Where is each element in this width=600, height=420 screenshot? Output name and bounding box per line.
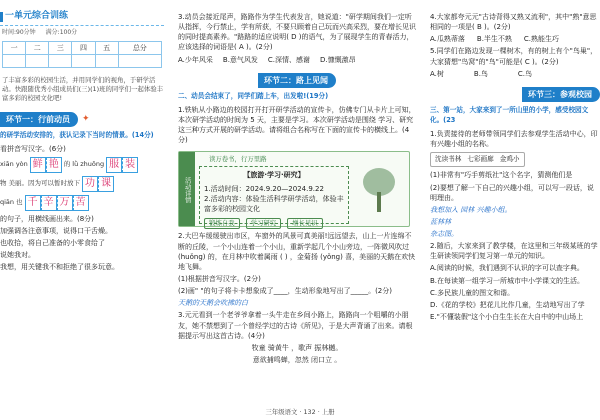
activity-tag: 增长见识	[287, 218, 323, 229]
pinyin-prefix: 物	[0, 179, 7, 188]
column-middle	[174, 0, 420, 420]
question-1: 看拼音写汉字。(6分)	[0, 144, 66, 153]
column-left	[0, 0, 168, 420]
group-name: 金鸡小	[499, 154, 520, 163]
segment-pill: 环节一：行前动员	[0, 112, 78, 128]
poem-line: 意欲捕鸣蝉，忽然 闭口立 。	[252, 355, 342, 364]
char-grid[interactable]	[106, 157, 138, 173]
question-4: 1.铁轨从小路边的校园打开打开研学活动的宣传卡，仿佛专门从卡片上可知，本次研学活动的时间为 5 天，主要是学习。本次研学活动是围绕 学习、研究 这三种方式开展的研学活动。请将组合名称写在下面的宣传卡的横线上。(4分)	[178, 105, 416, 145]
char-cell: 服	[106, 157, 122, 173]
activity-tags	[204, 218, 344, 229]
question-10-line: C.多民族儿童的图文和谐。	[430, 288, 515, 297]
activity-tag: 锻炼自我	[204, 218, 240, 229]
time-label: 时间:90分钟	[2, 29, 36, 37]
score-table	[2, 41, 162, 68]
section-subhead: 的研学活动安排的，获认记录下当时的情景。(14分)	[0, 131, 154, 140]
question-9: 1.负责接待的老师带领同学们去参观学生活动中心，印有兴趣小组的名称。	[430, 129, 598, 148]
pinyin: xiān yòn	[0, 160, 28, 169]
question-10-line: B.在每读第一组学习一所城市中小学课文的生活。	[430, 276, 585, 285]
score-cell[interactable]	[26, 54, 49, 67]
question-5: 2.大巴车缓缓驶出市区，车窗外的风景可真美丽!远远望去，山上一片连绵不断的丘陵，一个小山连着一个小山，重新学起几个小山旁边，一阵微风吹过 (huǒng) 的，在月林中吹着属雨 ( ) ，金菊扬 (yǒng) 喜，美丽的天鹅在欢快地飞舞。	[178, 232, 416, 271]
question-2: 的句子，用横线画出来。(8分)	[0, 214, 94, 223]
score-header: 三	[49, 41, 72, 54]
section-head: 二、动员会结束了，同学们踏上车，出发啦!(19分)	[178, 92, 329, 101]
option[interactable]: B.意气风发	[222, 55, 258, 64]
handwritten-answer: 天鹅的天鹅会吹拂的白	[178, 299, 248, 308]
question-3: 3.动员会接近尾声，路路作为学生代表发言，她说道："研学期间我们一定听从指挥，今行禁止，学有所获，不要只顾着自己玩而兴高采烈，要在增长见识的同时提高素养。"路路的适应说明( D )的语气，为了展现学生的青春活力，应该选择的词语是( A )。(2分)	[178, 13, 416, 52]
question-5-sub: (2)画" "的句子将卡卡想象成了____，生动形象地写出了_____。(2分)	[178, 287, 392, 296]
question-10-line: D.《花的学校》把花儿比作几童，生动地写出了学	[430, 300, 585, 309]
segment-title	[178, 73, 416, 89]
activity-card-side: 活动详情	[179, 152, 195, 226]
char-cell: 鲜	[30, 157, 46, 173]
score-header: 总分	[118, 41, 161, 54]
handwritten-answer: 我想加入 园林 兴趣小组。	[430, 205, 512, 214]
char-cell: 课	[98, 176, 114, 192]
handwritten-answer: 蓝林林	[430, 217, 451, 226]
pinyin: lǜ zhuōng	[72, 160, 105, 169]
score-header: 四	[72, 41, 95, 54]
activity-card-line: 2.活动内容：体验生活科学研学活动，体验丰富多彩的校园文化	[204, 194, 344, 213]
score-cell[interactable]	[72, 54, 95, 67]
question-9-sub: (2)要想了解一下自己的兴趣小组，可以写一段话，说明理由。	[430, 183, 594, 202]
score-header: 二	[26, 41, 49, 54]
group-name: 七彩画廊	[467, 154, 494, 163]
activity-card	[178, 151, 410, 227]
char-cell: 功	[82, 176, 98, 192]
poem-line: 牧童 骑黄牛 ，歌声 振林樾。	[251, 343, 343, 352]
question-7: 4.大家都夸元元"古诗背得又熟又流利"，其中"熟"意思相同的一项是( B )。(2分)	[430, 13, 597, 32]
activity-card-line: 1.活动时间：2024.9.20—2024.9.22	[204, 184, 324, 193]
activity-tag: 学习研究	[246, 218, 282, 229]
unit-header	[0, 10, 164, 26]
score-cell[interactable]	[118, 54, 161, 67]
char-cell: 苦	[73, 195, 89, 211]
char-grid[interactable]	[25, 195, 89, 211]
char-cell: 装	[122, 157, 138, 173]
question-10-line: A.阅读的时候，我们遇到不认识的字可以查字典。	[430, 264, 584, 273]
segment-title	[430, 87, 600, 103]
option[interactable]: D.慷慨激昂	[320, 55, 356, 64]
question-2-line: 我想，用关键我不和拒绝了很多玩意。	[0, 263, 119, 272]
option[interactable]: B.鸟	[473, 69, 488, 78]
column-right	[426, 0, 600, 420]
option[interactable]: B.半生不熟	[476, 35, 512, 44]
pinyin-row-2	[0, 176, 164, 192]
question-10-line: E."不懂装假"这个小白生生长在大自中的中山场上	[430, 313, 584, 322]
question-5-sub: (1)根据拼音写汉字。(2分)	[178, 274, 261, 283]
question-6: 3.元元看到一个老爷爷拿着一头牛走在乡间小路上，路路向一个咀嚼的小朋友，她不禁想到了一个曾经学过的古诗《所见》，于是大声背诵了出来。请根据提示写出这首古诗。(4分)	[178, 311, 413, 340]
pinyin-prefix: qiān	[0, 198, 15, 207]
time-score-row	[2, 29, 164, 38]
question-9-sub: (1)非常有"巧手剪纸社"这个名字，猜测他们是	[430, 171, 573, 180]
question-10: 2.随后，大家来到了教学楼，在这里和三年级某班的学生研读领同学们复习第一单元的知识。	[430, 242, 598, 261]
question-2-line: 说她我对。	[0, 251, 35, 260]
option[interactable]: A.瓜熟蒂落	[430, 35, 465, 44]
pinyin-hint: 也	[16, 198, 23, 207]
segment-pill: 环节二：路上见闻	[258, 73, 336, 89]
pinyin-hint: 的	[63, 160, 71, 169]
score-cell[interactable]	[49, 54, 72, 67]
activity-card-body	[199, 166, 349, 227]
score-cell[interactable]	[3, 54, 26, 67]
char-cell: 辛	[41, 195, 57, 211]
score-header-row	[3, 41, 162, 54]
sparkle-icon: ✦	[82, 113, 90, 124]
option[interactable]: A.少年风采	[178, 55, 213, 64]
question-7-options	[430, 34, 600, 44]
activity-card-title: 【旅游·学习·研究】	[243, 171, 305, 180]
unit-title: 一单元综合训练	[5, 11, 69, 21]
segment-title	[0, 112, 164, 128]
section-head: 三、第一站，大家来到了一所山里的小学，感受校园文化。(23	[430, 106, 589, 124]
pinyin-row-1	[0, 157, 164, 173]
group-name-box	[430, 152, 525, 168]
option[interactable]: C.深情、感谢	[267, 55, 311, 64]
page-footer: 三年级语文 · 132 · 上册	[265, 407, 335, 416]
question-8: 5.同学们在路边发现一棵树木，有的树上有个"鸟巢"，大家猜想"鸟窝"的"鸟"可能是( C )。(2分)	[430, 47, 598, 66]
pinyin-hint: 美丽。因为可以暂时放下	[8, 179, 80, 188]
score-header: 一	[3, 41, 26, 54]
option[interactable]: C.鸟	[517, 69, 533, 78]
score-cell[interactable]	[95, 54, 118, 67]
question-8-options	[430, 69, 600, 79]
pinyin-row-3	[0, 195, 164, 211]
option[interactable]: C.熟能生巧	[523, 35, 560, 44]
score-header: 五	[95, 41, 118, 54]
char-cell: 万	[57, 195, 73, 211]
header-bar-icon	[0, 12, 3, 22]
char-cell: 千	[25, 195, 41, 211]
question-3-options	[178, 55, 416, 65]
char-cell: 艳	[46, 157, 62, 173]
char-grid[interactable]	[82, 176, 114, 192]
score-blank-row	[3, 54, 162, 67]
tree-icon	[359, 164, 399, 214]
activity-card-head: 读万卷书，行万里路	[209, 155, 267, 164]
score-label: 满分:100分	[45, 29, 78, 37]
question-2-line: 加强调各注意事项，说得口干舌燥。	[0, 227, 112, 235]
handwritten-answer: 杂志图。	[430, 230, 458, 239]
question-2-line: 也收拾，将自己准备的小零食给了	[0, 239, 105, 248]
option[interactable]: A.树	[430, 69, 444, 78]
unit-intro: 了丰富多彩的校园生活，并用同学们的视角，于研学活动。快跟随优秀小组成员们(三)(1)班的同学们一起体验丰富多彩的校园文化吧!	[2, 75, 164, 103]
char-grid[interactable]	[30, 157, 62, 173]
segment-pill: 环节三：参观校园	[522, 87, 600, 103]
group-name: 沈读书林	[435, 154, 462, 163]
